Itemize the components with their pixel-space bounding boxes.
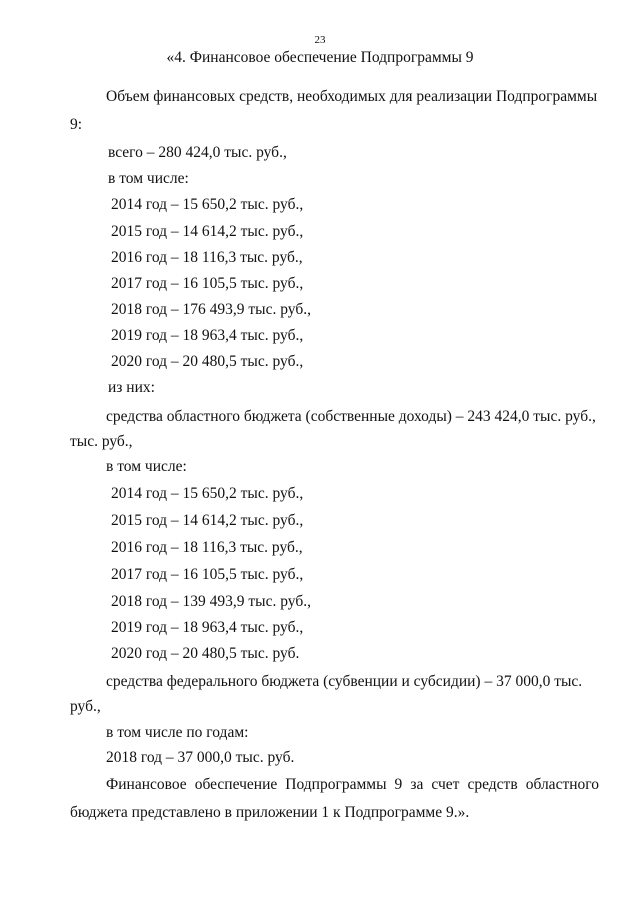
- of-them-label: из них:: [108, 379, 155, 396]
- year-regional-2019: 2019 год – 18 963,4 тыс. руб.,: [111, 619, 304, 636]
- year-total-2017: 2017 год – 16 105,5 тыс. руб.,: [111, 275, 304, 292]
- year-regional-2018: 2018 год – 139 493,9 тыс. руб.,: [111, 593, 311, 610]
- regional-budget-line-2: тыс. руб.,: [70, 433, 133, 450]
- page-number: 23: [314, 34, 326, 46]
- year-regional-2014: 2014 год – 15 650,2 тыс. руб.,: [111, 485, 304, 502]
- year-total-2020: 2020 год – 20 480,5 тыс. руб.,: [111, 353, 304, 370]
- by-years-label: в том числе по годам:: [106, 724, 249, 741]
- federal-budget-line-1: средства федерального бюджета (субвенции и субсидии) – 37 000,0 тыс.: [106, 673, 583, 690]
- year-regional-2017: 2017 год – 16 105,5 тыс. руб.,: [111, 566, 304, 583]
- year-total-2018: 2018 год – 176 493,9 тыс. руб.,: [111, 301, 311, 318]
- federal-2018-amount: 2018 год – 37 000,0 тыс. руб.: [106, 749, 295, 766]
- year-total-2015: 2015 год – 14 614,2 тыс. руб.,: [111, 223, 304, 240]
- year-regional-2015: 2015 год – 14 614,2 тыс. руб.,: [111, 512, 304, 529]
- regional-budget-line-1: средства областного бюджета (собственные доходы) – 243 424,0 тыс. руб.,: [106, 408, 596, 425]
- section-heading: «4. Финансовое обеспечение Подпрограммы 9: [166, 49, 474, 66]
- year-regional-2020: 2020 год – 20 480,5 тыс. руб.: [111, 645, 300, 662]
- closing-line-1: Финансовое обеспечение Подпрограммы 9 за счет средств областного: [106, 776, 599, 793]
- year-regional-2016: 2016 год – 18 116,3 тыс. руб.,: [111, 539, 303, 556]
- closing-line-2: бюджета представлено в приложении 1 к Подпрограмме 9.».: [70, 804, 470, 821]
- intro-line-2: 9:: [70, 116, 83, 133]
- year-total-2014: 2014 год – 15 650,2 тыс. руб.,: [111, 196, 304, 213]
- total-amount: всего – 280 424,0 тыс. руб.,: [108, 144, 287, 161]
- in-that-number-label: в том числе:: [108, 170, 189, 187]
- in-that-number-label-2: в том числе:: [106, 458, 187, 475]
- year-total-2019: 2019 год – 18 963,4 тыс. руб.,: [111, 327, 304, 344]
- year-total-2016: 2016 год – 18 116,3 тыс. руб.,: [111, 249, 303, 266]
- intro-line-1: Объем финансовых средств, необходимых для реализации Подпрограммы: [106, 88, 598, 105]
- federal-budget-line-2: руб.,: [70, 698, 101, 715]
